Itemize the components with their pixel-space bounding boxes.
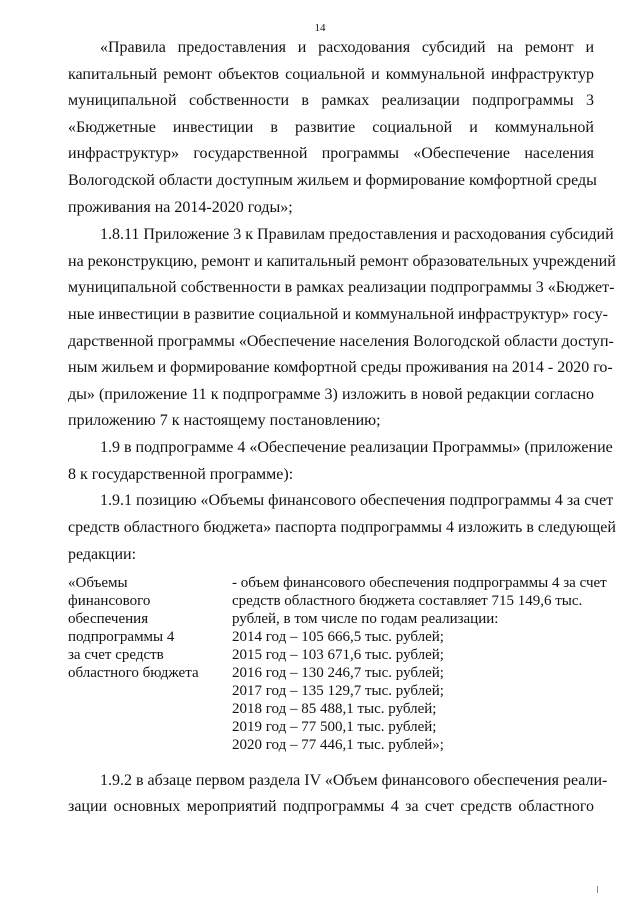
text-line: Вологодской области доступным жильем и формирование комфортной среды <box>68 172 597 189</box>
table-value-line: - объем финансового обеспечения подпрограммы 4 за счет <box>232 575 607 591</box>
table-label-line: обеспечения <box>68 611 149 627</box>
text-line: инфраструктур» государственной программы «Обеспечение населения <box>68 145 594 162</box>
text-line: зации основных мероприятий подпрограммы 4 за счет средств областного <box>68 798 594 815</box>
scan-mark <box>597 886 598 893</box>
text-line: приложению 7 к настоящему постановлению; <box>68 412 381 429</box>
text-line: ды» (приложение 11 к подпрограмме 3) изложить в новой редакции согласно <box>68 386 594 403</box>
text-line: ные инвестиции в развитие социальной и коммунальной инфраструктур» госу- <box>68 306 608 323</box>
table-label-line: «Объемы <box>68 575 128 591</box>
text-line: 1.8.11 Приложение 3 к Правилам предоставления и расходования субсидий <box>100 226 614 243</box>
text-line: 1.9 в подпрограмме 4 «Обеспечение реализации Программы» (приложение <box>100 439 613 456</box>
text-line: капитальный ремонт объектов социальной и коммунальной инфраструктур <box>68 66 594 83</box>
text-line: ным жильем и формирование комфортной среды проживания на 2014 - 2020 го- <box>68 359 613 376</box>
text-line: «Правила предоставления и расходования субсидий на ремонт и <box>100 39 594 56</box>
table-value-line: 2014 год – 105 666,5 тыс. рублей; <box>232 629 444 645</box>
text-line: 1.9.2 в абзаце первом раздела IV «Объем финансового обеспечения реали- <box>100 772 608 789</box>
table-value-line: рублей, в том числе по годам реализации: <box>232 611 499 627</box>
text-line: 1.9.1 позицию «Объемы финансового обеспечения подпрограммы 4 за счет <box>100 492 614 509</box>
text-line: проживания на 2014-2020 годы»; <box>68 199 293 216</box>
table-label-line: подпрограммы 4 <box>68 629 175 645</box>
table-value-line: 2015 год – 103 671,6 тыс. рублей; <box>232 647 444 663</box>
text-line: муниципальной собственности в рамках реализации подпрограммы 3 «Бюджет- <box>68 279 615 296</box>
table-value-line: средств областного бюджета составляет 715 149,6 тыс. <box>232 593 583 609</box>
table-value-line: 2018 год – 85 488,1 тыс. рублей; <box>232 701 437 717</box>
text-line: дарственной программы «Обеспечение населения Вологодской области доступ- <box>68 333 614 350</box>
table-value-line: 2020 год – 77 446,1 тыс. рублей»; <box>232 737 444 753</box>
text-line: 8 к государственной программе): <box>68 466 294 483</box>
table-label-line: финансового <box>68 593 151 609</box>
text-line: «Бюджетные инвестиции в развитие социальной и коммунальной <box>68 119 594 136</box>
page-number: 14 <box>314 22 326 34</box>
table-label-line: областного бюджета <box>68 665 199 681</box>
table-value-line: 2016 год – 130 246,7 тыс. рублей; <box>232 665 444 681</box>
text-line: на реконструкцию, ремонт и капитальный ремонт образовательных учреждений <box>68 253 616 270</box>
table-value-line: 2019 год – 77 500,1 тыс. рублей; <box>232 719 437 735</box>
table-value-line: 2017 год – 135 129,7 тыс. рублей; <box>232 683 444 699</box>
text-line: муниципальной собственности в рамках реализации подпрограммы 3 <box>68 92 594 109</box>
text-line: редакции: <box>68 546 137 563</box>
table-label-line: за счет средств <box>68 647 164 663</box>
text-line: средств областного бюджета» паспорта подпрограммы 4 изложить в следующей <box>68 519 616 536</box>
